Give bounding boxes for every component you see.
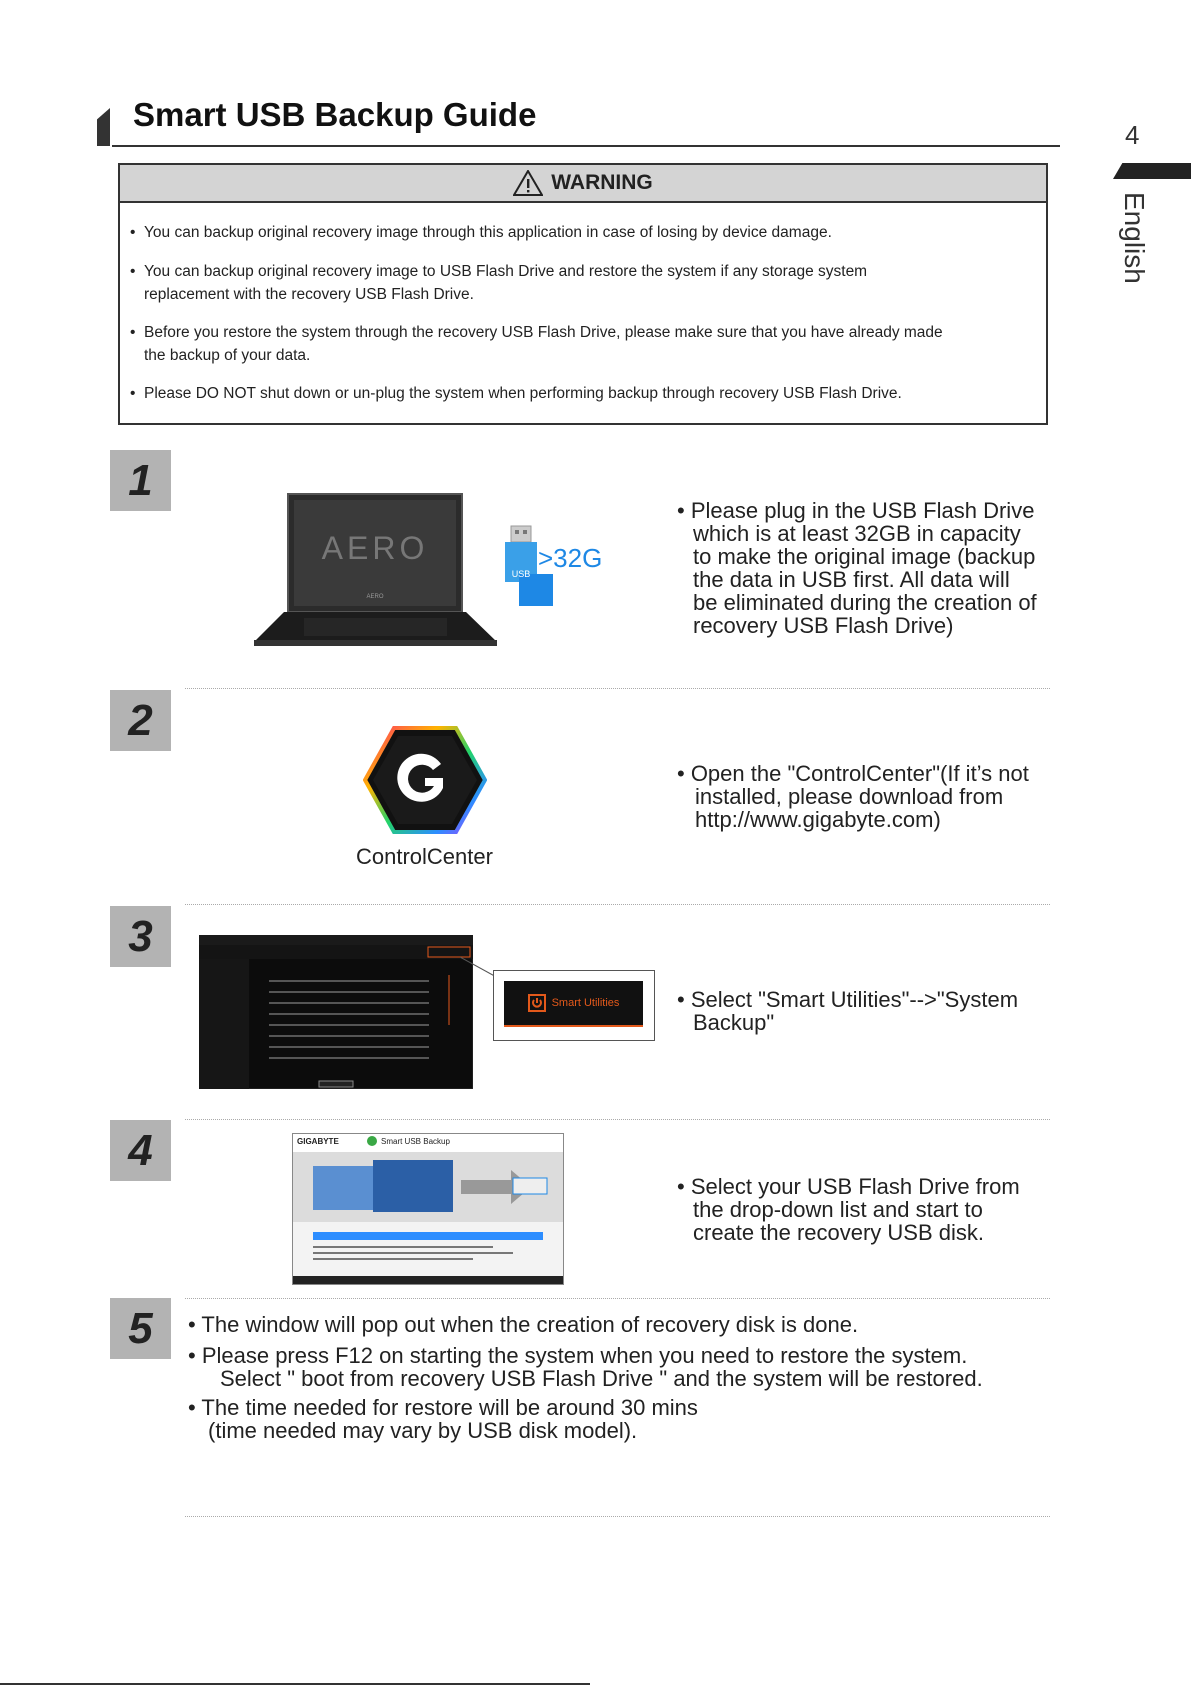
info-line bbox=[313, 1246, 493, 1248]
usb-label: USB bbox=[511, 569, 531, 579]
step-text-line: the data in USB first. All data will bbox=[693, 567, 1010, 592]
warning-item bbox=[144, 260, 1029, 306]
smart-usb-backup-screenshot bbox=[292, 1133, 564, 1285]
step-number-3: 3 bbox=[110, 906, 171, 967]
svg-text:AERO: AERO bbox=[321, 530, 429, 566]
step-4-text bbox=[677, 1175, 1020, 1244]
language-label: English bbox=[1119, 192, 1150, 284]
step-text-line: be eliminated during the creation of bbox=[693, 590, 1037, 615]
warning-item bbox=[144, 382, 1029, 405]
smart-utilities-icon bbox=[528, 994, 546, 1012]
laptop-illustration bbox=[254, 492, 497, 646]
step-divider bbox=[185, 1119, 1050, 1120]
warning-item bbox=[144, 221, 1029, 244]
warning-triangle-icon bbox=[513, 170, 543, 196]
warning-item-text: You can backup original recovery image to USB Flash Drive and restore the system if any storage system bbox=[144, 263, 868, 280]
warning-item bbox=[144, 321, 1029, 367]
controlcenter-label: ControlCenter bbox=[356, 844, 493, 869]
window-titlebar bbox=[293, 1134, 563, 1153]
step-text-line: Backup" bbox=[693, 1010, 775, 1035]
header-rule bbox=[112, 145, 1060, 147]
window-brand: GIGABYTE bbox=[297, 1137, 339, 1146]
step-number-4: 4 bbox=[110, 1120, 171, 1181]
usb-capacity-label: >32G bbox=[538, 543, 603, 573]
warning-box bbox=[118, 163, 1048, 425]
smart-utilities-callout bbox=[493, 970, 655, 1041]
window-title: Smart USB Backup bbox=[381, 1137, 450, 1146]
step-divider bbox=[185, 904, 1050, 905]
language-tab-marker bbox=[1113, 163, 1191, 179]
step-text-line: the drop-down list and start to bbox=[693, 1197, 983, 1222]
warning-item-text: Before you restore the system through the recovery USB Flash Drive, please make sure that you have already made bbox=[144, 324, 943, 341]
step-text-line: which is at least 32GB in capacity bbox=[693, 521, 1021, 546]
warning-item-text: the backup of your data. bbox=[144, 347, 311, 364]
step-number-5: 5 bbox=[110, 1298, 171, 1359]
step-text-line: Select " boot from recovery USB Flash Drive " and the system will be restored. bbox=[220, 1366, 983, 1391]
step-number-1: 1 bbox=[110, 450, 171, 511]
step-text-line: • Select "Smart Utilities"-->"System bbox=[677, 987, 1019, 1012]
svg-text:AERO: AERO bbox=[366, 594, 384, 600]
step-text-line: • Please press F12 on starting the system when you need to restore the system. bbox=[188, 1343, 968, 1368]
step-text-line: recovery USB Flash Drive) bbox=[693, 613, 954, 638]
step-3-text bbox=[677, 988, 1018, 1034]
step-divider bbox=[185, 688, 1050, 689]
backup-banner-illustration bbox=[293, 1152, 563, 1222]
app-icon bbox=[367, 1136, 377, 1146]
warning-title: WARNING bbox=[551, 171, 653, 194]
info-line bbox=[313, 1252, 513, 1254]
step-text-line: • Open the "ControlCenter"(If it’s not bbox=[677, 761, 1029, 786]
step-5-text bbox=[188, 1313, 983, 1442]
step-2-text bbox=[677, 762, 1029, 831]
page-title: Smart USB Backup Guide bbox=[133, 96, 537, 133]
header-tab-marker bbox=[97, 108, 110, 146]
step-1-text bbox=[677, 499, 1037, 637]
step-text-line: create the recovery USB disk. bbox=[693, 1220, 985, 1245]
warning-header bbox=[120, 165, 1046, 203]
step-text-line: • Please plug in the USB Flash Drive bbox=[677, 498, 1035, 523]
controlcenter-logo-icon bbox=[363, 726, 487, 834]
step-divider bbox=[185, 1516, 1050, 1517]
step-divider bbox=[185, 1298, 1050, 1299]
warning-item-text: replacement with the recovery USB Flash Drive. bbox=[144, 286, 474, 303]
warning-item-text: You can backup original recovery image through this application in case of losing by device damage. bbox=[144, 224, 832, 241]
warning-item-text: Please DO NOT shut down or un-plug the system when performing backup through recovery USB Flash Drive. bbox=[144, 385, 902, 402]
info-line bbox=[313, 1258, 473, 1260]
step-text-line: • The time needed for restore will be around 30 mins bbox=[188, 1395, 698, 1420]
step-number-2: 2 bbox=[110, 690, 171, 751]
step-text-line: • Select your USB Flash Drive from bbox=[677, 1174, 1020, 1199]
step-text-line: (time needed may vary by USB disk model). bbox=[208, 1418, 638, 1443]
step-text-line: http://www.gigabyte.com) bbox=[695, 807, 941, 832]
window-footer bbox=[293, 1276, 563, 1284]
smart-utilities-label: Smart Utilities bbox=[551, 997, 620, 1009]
usb-drive-dropdown[interactable] bbox=[313, 1232, 543, 1240]
controlcenter-screenshot bbox=[199, 935, 473, 1089]
step-text-line: to make the original image (backup bbox=[693, 544, 1036, 569]
page-number: 4 bbox=[1125, 120, 1140, 150]
step-text-line: • The window will pop out when the creation of recovery disk is done. bbox=[188, 1312, 859, 1337]
step-text-line: installed, please download from bbox=[695, 784, 1004, 809]
smart-utilities-button[interactable] bbox=[504, 981, 643, 1027]
